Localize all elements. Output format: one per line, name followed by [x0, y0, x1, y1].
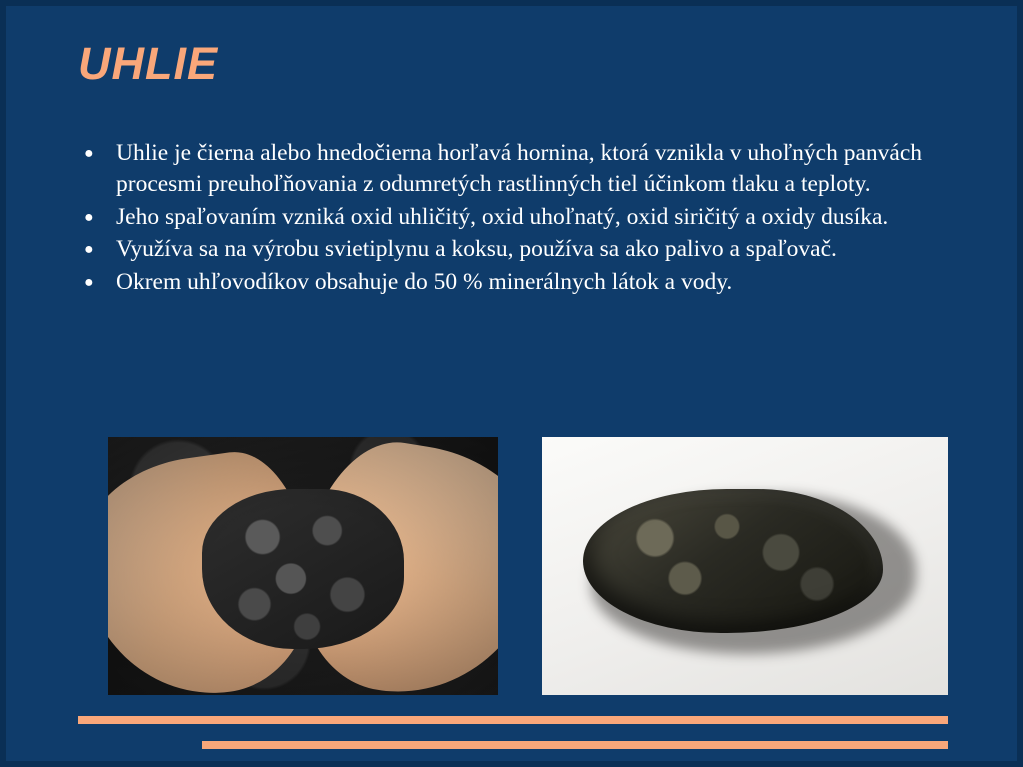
bullet-point-icon: ● — [84, 241, 94, 259]
bullet-point-icon: ● — [84, 145, 94, 162]
list-item — [78, 267, 958, 298]
coal-lump-photo — [542, 437, 948, 695]
bullet-list — [78, 138, 958, 299]
image-row — [108, 437, 948, 695]
list-item-text: Jeho spaľovaním vzniká oxid uhličitý, oxid uhoľnatý, oxid siričitý a oxidy dusíka. — [116, 203, 889, 230]
list-item-text: Uhlie je čierna alebo hnedočierna horľavá hornina, ktorá vznikla v uhoľných panvách procesmi preuhoľňovania z odumretých rastlinných tiel účinkom tlaku a teploty. — [116, 140, 923, 198]
list-item-text: Okrem uhľovodíkov obsahuje do 50 % minerálnych látok a vody. — [116, 268, 733, 295]
list-item — [78, 202, 958, 233]
hands-holding-coal-photo — [108, 437, 498, 695]
page-title: UHLIE — [78, 38, 218, 89]
list-item — [78, 234, 958, 265]
list-item — [78, 138, 958, 201]
list-item-text: Využíva sa na výrobu svietiplynu a koksu, používa sa ako palivo a spaľovač. — [116, 236, 837, 263]
bullet-point-icon: ● — [84, 208, 94, 226]
footer-rule-top — [78, 716, 948, 724]
bullet-point-icon: ● — [84, 273, 94, 291]
footer-rule-bottom — [202, 741, 948, 749]
photo-vignette — [108, 437, 498, 695]
coal-lump-shape — [583, 489, 883, 633]
